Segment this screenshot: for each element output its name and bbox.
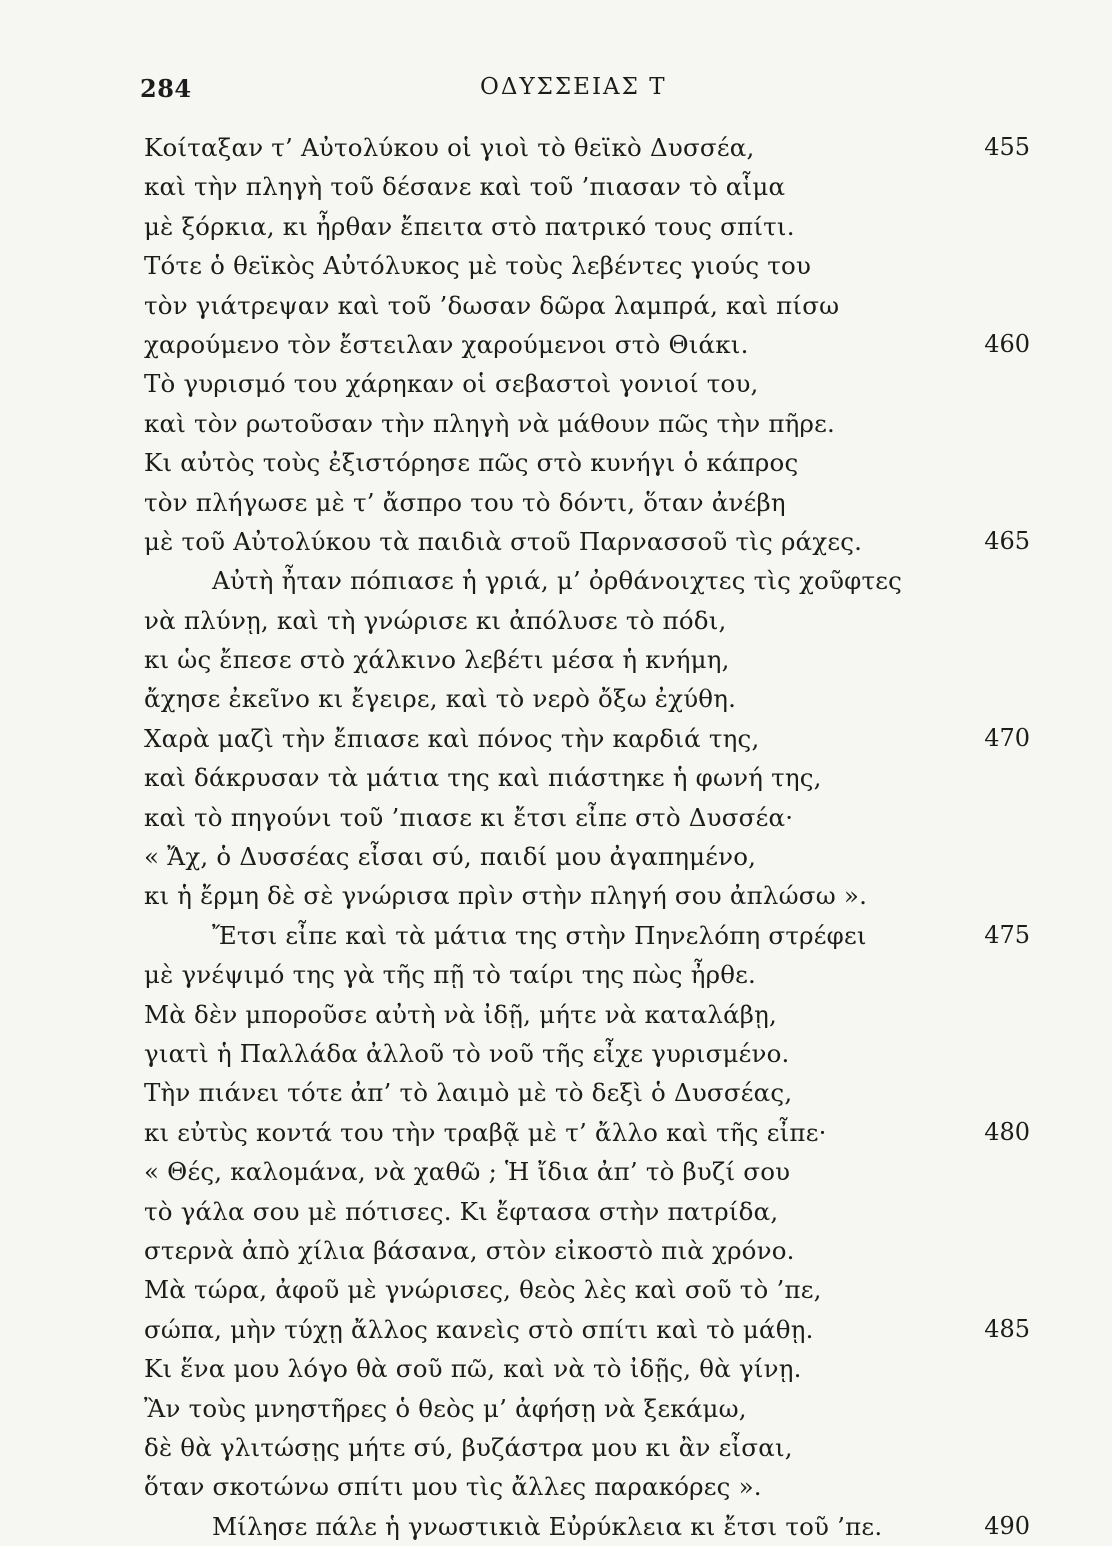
verse-block <box>0 128 1112 1546</box>
verse-text: καὶ τὸ πηγούνι τοῦ ’πιασε κι ἔτσι εἶπε στὸ Δυσσέα· <box>144 802 794 832</box>
page-header <box>0 68 1112 108</box>
verse-text: τὸ γάλα σου μὲ πότισες. Κι ἔφτασα στὴν πατρίδα, <box>144 1196 779 1226</box>
verse-text: μὲ γνέψιμό της γὰ τῆς πῇ τὸ ταίρι της πὼς ἦρθε. <box>144 960 757 990</box>
line-number: 475 <box>984 920 1030 949</box>
verse-line <box>0 522 1112 561</box>
verse-text: « Ἄχ, ὁ Δυσσέας εἶσαι σύ, παιδί μου ἀγαπημένο, <box>144 842 757 872</box>
page-number: 284 <box>140 74 192 103</box>
verse-line <box>0 1231 1112 1270</box>
verse-text: Αὐτὴ ἦταν πόπιασε ἡ γριά, μ’ ὀρθάνοιχτες τὶς χοῦφτες <box>212 566 903 596</box>
verse-text: Κι αὐτὸς τοὺς ἐξιστόρησε πῶς στὸ κυνήγι ὁ κάπρος <box>144 448 799 478</box>
verse-line <box>0 995 1112 1034</box>
verse-line <box>0 325 1112 364</box>
verse-text: Μὰ δὲν μποροῦσε αὐτὴ νὰ ἰδῇ, μήτε νὰ καταλάβῃ, <box>144 999 778 1029</box>
line-number: 480 <box>984 1117 1030 1146</box>
verse-line <box>0 798 1112 837</box>
verse-line <box>0 404 1112 443</box>
verse-line <box>0 955 1112 994</box>
verse-line <box>0 443 1112 482</box>
verse-text: καὶ δάκρυσαν τὰ μάτια της καὶ πιάστηκε ἡ φωνή της, <box>144 763 822 793</box>
verse-line <box>0 483 1112 522</box>
verse-text: κι ὡς ἔπεσε στὸ χάλκινο λεβέτι μέσα ἡ κνήμη, <box>144 645 730 675</box>
verse-line <box>0 1073 1112 1112</box>
verse-line <box>0 1152 1112 1191</box>
verse-line <box>0 364 1112 403</box>
verse-line <box>0 916 1112 955</box>
verse-line <box>0 837 1112 876</box>
line-number: 470 <box>984 723 1030 752</box>
verse-text: γιατὶ ἡ Παλλάδα ἀλλοῦ τὸ νοῦ τῆς εἶχε γυρισμένο. <box>144 1038 790 1068</box>
verse-line <box>0 1310 1112 1349</box>
verse-text: Ἔτσι εἶπε καὶ τὰ μάτια της στὴν Πηνελόπη στρέφει <box>212 920 867 950</box>
line-number: 485 <box>984 1314 1030 1343</box>
verse-line <box>0 679 1112 718</box>
line-number: 460 <box>984 329 1030 358</box>
verse-text: νὰ πλύνῃ, καὶ τὴ γνώρισε κι ἀπόλυσε τὸ πόδι, <box>144 605 727 635</box>
verse-line <box>0 1192 1112 1231</box>
verse-line <box>0 561 1112 600</box>
verse-line <box>0 246 1112 285</box>
verse-line <box>0 1113 1112 1152</box>
verse-text: μὲ ξόρκια, κι ἦρθαν ἔπειτα στὸ πατρικό τους σπίτι. <box>144 211 795 241</box>
verse-line <box>0 719 1112 758</box>
verse-text: Τὴν πιάνει τότε ἀπ’ τὸ λαιμὸ μὲ τὸ δεξὶ ὁ Δυσσέας, <box>144 1078 793 1108</box>
verse-text: « Θές, καλομάνα, νὰ χαθῶ ; Ἡ ἴδια ἀπ’ τὸ βυζί σου <box>144 1157 791 1187</box>
verse-line <box>0 758 1112 797</box>
verse-line <box>0 640 1112 679</box>
line-number: 490 <box>984 1511 1030 1540</box>
verse-text: κι ἡ ἔρμη δὲ σὲ γνώρισα πρὶν στὴν πληγή σου ἀπλώσω ». <box>144 881 868 911</box>
verse-text: Κοίταξαν τ’ Αὐτολύκου οἱ γιοὶ τὸ θεϊκὸ Δυσσέα, <box>144 133 755 162</box>
verse-text: σώπα, μὴν τύχῃ ἄλλος κανεὶς στὸ σπίτι καὶ τὸ μάθῃ. <box>144 1314 814 1344</box>
verse-text: τὸν πλήγωσε μὲ τ’ ἄσπρο του τὸ δόντι, ὅταν ἀνέβη <box>144 487 786 517</box>
verse-text: χαρούμενο τὸν ἔστειλαν χαρούμενοι στὸ Θιάκι. <box>144 329 749 359</box>
verse-text: κι εὐτὺς κοντά του τὴν τραβᾷ μὲ τ’ ἄλλο καὶ τῆς εἶπε· <box>144 1117 827 1147</box>
line-number: 465 <box>984 526 1030 555</box>
verse-text: ὅταν σκοτώνω σπίτι μου τὶς ἄλλες παρακόρες ». <box>144 1472 762 1502</box>
verse-line <box>0 128 1112 167</box>
verse-text: Μὰ τώρα, ἀφοῦ μὲ γνώρισες, θεὸς λὲς καὶ σοῦ τὸ ’πε, <box>144 1275 822 1305</box>
verse-line <box>0 1034 1112 1073</box>
line-number: 455 <box>984 133 1030 161</box>
verse-line <box>0 1389 1112 1428</box>
verse-line <box>0 167 1112 206</box>
verse-line <box>0 286 1112 325</box>
verse-text: Ἂν τοὺς μνηστῆρες ὁ θεὸς μ’ ἀφήσῃ νὰ ξεκάμω, <box>144 1393 747 1423</box>
verse-text: μὲ τοῦ Αὐτολύκου τὰ παιδιὰ στοῦ Παρνασσοῦ τὶς ράχες. <box>144 526 863 556</box>
verse-text: Κι ἕνα μου λόγο θὰ σοῦ πῶ, καὶ νὰ τὸ ἰδῇς, θὰ γίνῃ. <box>144 1354 802 1384</box>
verse-text: Τότε ὁ θεϊκὸς Αὐτόλυκος μὲ τοὺς λεβέντες γιούς του <box>144 251 812 281</box>
verse-line <box>0 1507 1112 1546</box>
verse-text: Τὸ γυρισμό του χάρηκαν οἱ σεβαστοὶ γονιοί του, <box>144 369 759 399</box>
verse-text: στερνὰ ἀπὸ χίλια βάσανα, στὸν εἰκοστὸ πιὰ χρόνο. <box>144 1235 795 1265</box>
running-title: ΟΔΥΣΣΕΙΑΣ Τ <box>480 74 667 100</box>
verse-text: καὶ τὴν πληγὴ τοῦ δέσανε καὶ τοῦ ’πιασαν τὸ αἷμα <box>144 172 786 202</box>
verse-line <box>0 1428 1112 1467</box>
verse-line <box>0 1349 1112 1388</box>
verse-line <box>0 601 1112 640</box>
verse-line <box>0 1270 1112 1309</box>
verse-text: τὸν γιάτρεψαν καὶ τοῦ ’δωσαν δῶρα λαμπρά, καὶ πίσω <box>144 290 840 320</box>
verse-line <box>0 1467 1112 1506</box>
verse-text: καὶ τὸν ρωτοῦσαν τὴν πληγὴ νὰ μάθουν πῶς τὴν πῆρε. <box>144 408 836 438</box>
verse-text: Μίλησε πάλε ἡ γνωστικιὰ Εὐρύκλεια κι ἔτσι τοῦ ’πε. <box>212 1511 883 1541</box>
verse-text: Χαρὰ μαζὶ τὴν ἔπιασε καὶ πόνος τὴν καρδιά της, <box>144 723 760 753</box>
verse-text: ἄχησε ἐκεῖνο κι ἔγειρε, καὶ τὸ νερὸ ὄξω ἐχύθη. <box>144 684 737 714</box>
verse-text: δὲ θὰ γλιτώσῃς μήτε σύ, βυζάστρα μου κι ἂν εἶσαι, <box>144 1432 793 1462</box>
verse-line <box>0 207 1112 246</box>
verse-line <box>0 876 1112 915</box>
